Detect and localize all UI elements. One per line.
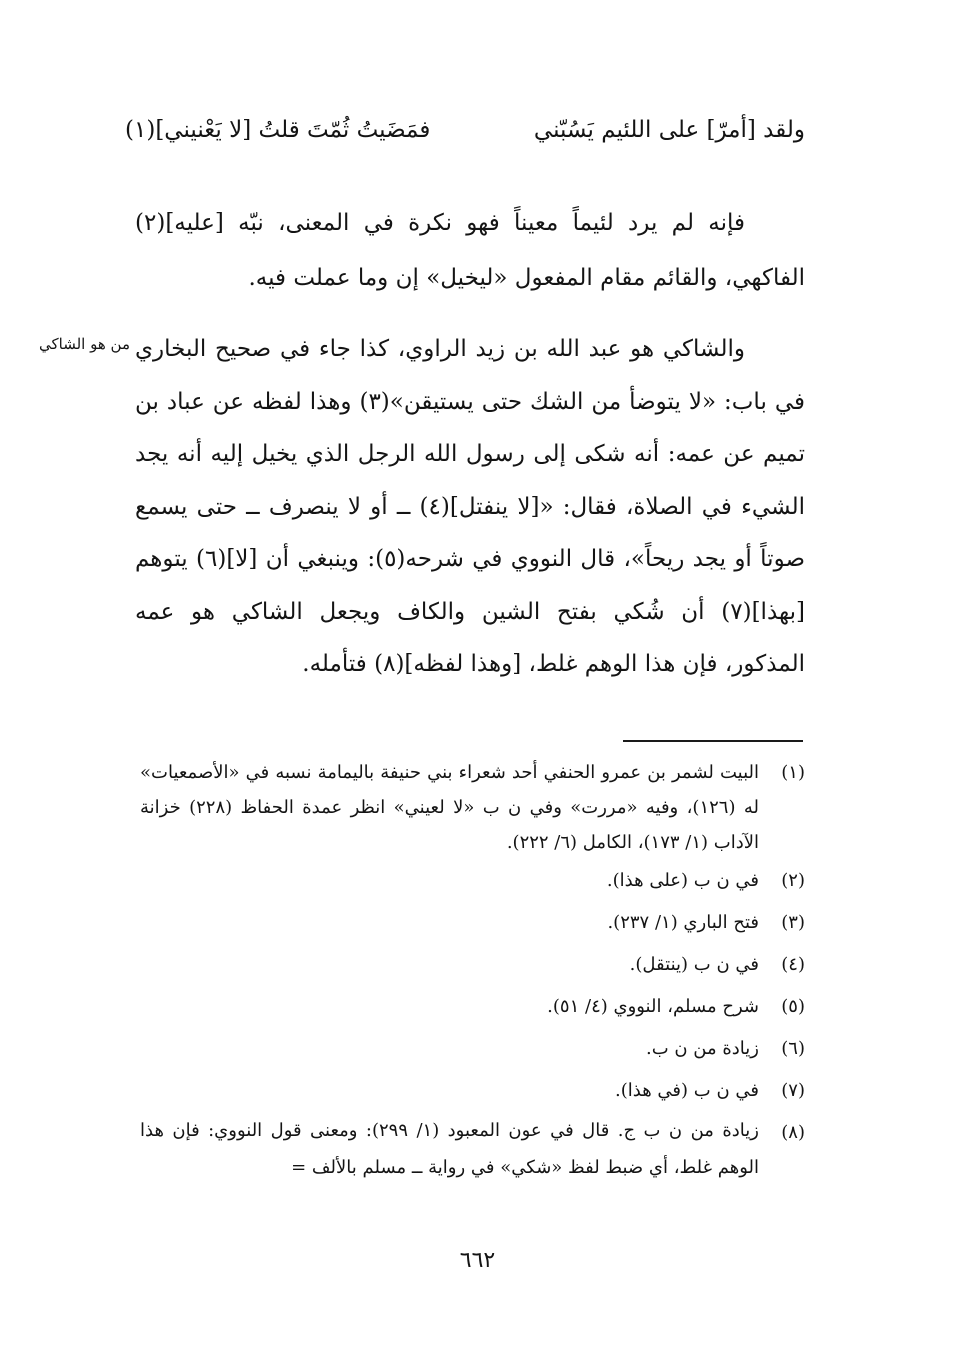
page-number: ٦٦٢ [459,1248,496,1273]
margin-heading: من هو الشاكي [39,335,130,353]
footnote-number: (٦) [781,1038,805,1059]
verse-first-hemistich: ولقد [أمرّ] على اللئيم يَسُبّني [533,117,805,143]
footnote-text: زيادة من ن ب. [645,1038,759,1059]
verse-second-hemistich: فمَضَيتُ ثُمّتَ قلتُ [لا يَعْنيني](١) [125,117,431,143]
footnote-number: (٨) [781,1122,805,1143]
footnote-item [140,944,805,986]
footnote-item [140,902,805,944]
footnote-text: في ن ب (على هذا). [606,870,759,891]
footnotes [140,755,805,1186]
footnote-number: (٤) [781,954,805,975]
footnote-text: شرح مسلم، النووي (٤/ ٥١). [547,996,759,1017]
footnote-number: (١) [781,762,805,783]
footnote-item [140,1028,805,1070]
footnote-item [140,860,805,902]
footnote-text: فتح الباري (١/ ٢٣٧). [607,912,759,933]
footnote-number: (٥) [781,996,805,1017]
footnote-number: (٧) [781,1080,805,1101]
footnote-text: البيت لشمر بن عمرو الحنفي أحد شعراء بني حنيفة باليمامة نسبه في «الأصمعيات» له (١٢٦)، وفيه «مررت» وفي ن ب «لا لعيني» انظر عمدة الحفاظ (٢٢٨) خزانة الآداب (١/ ١٧٣)، الكامل (٦/ ٢٢٢). [140,762,759,853]
footnote-text: زيادة من ن ب ج. قال في عون المعبود (١/ ٢٩٩): ومعنى قول النووي: فإن هذا الوهم غلط، أي ضبط لفظ «شكي» في رواية ــ مسلم بالألف = [140,1120,759,1178]
footnote-number: (٣) [781,912,805,933]
poetry-verse [125,110,805,150]
footnote-number: (٢) [781,870,805,891]
footnote-item [140,986,805,1028]
footnote-item [140,1112,805,1186]
footnote-text: في ن ب (في هذا). [615,1080,759,1101]
footnote-item [140,755,805,860]
footnote-text: في ن ب (ينتقل). [629,954,759,975]
paragraph-shaki: والشاكي هو عبد الله بن زيد الراوي، كذا جاء في صحيح البخاري في باب: «لا يتوضأ من الشك حتى يستيقن»(٣) وهذا لفظه عن عباد بن تميم عن عمه: أنه شكى إلى رسول الله الرجل الذي يخيل إليه أنه يجد الشيء في الصلاة، فقال: «[لا ينفتل](٤) ــ أو لا ينصرف ــ حتى يسمع صوتاً أو يجد ريحاً»، قال النووي في شرحه(٥): وينبغي أن [لا](٦) يتوهم [بهذا](٧) أن شُكي بفتح الشين والكاف ويجعل الشاكي هو عمه المذكور، فإن هذا الوهم غلط، [وهذا لفظه](٨) فتأمله. [135,336,805,677]
footnote-separator [623,740,803,742]
footnote-item [140,1070,805,1112]
paragraph-grammar-note: فإنه لم يرد لئيماً معيناً فهو نكرة في المعنى، نبّه [عليه](٢) الفاكهي، والقائم مقام المفعول «ليخيل» إن وما عملت فيه. [135,210,805,291]
